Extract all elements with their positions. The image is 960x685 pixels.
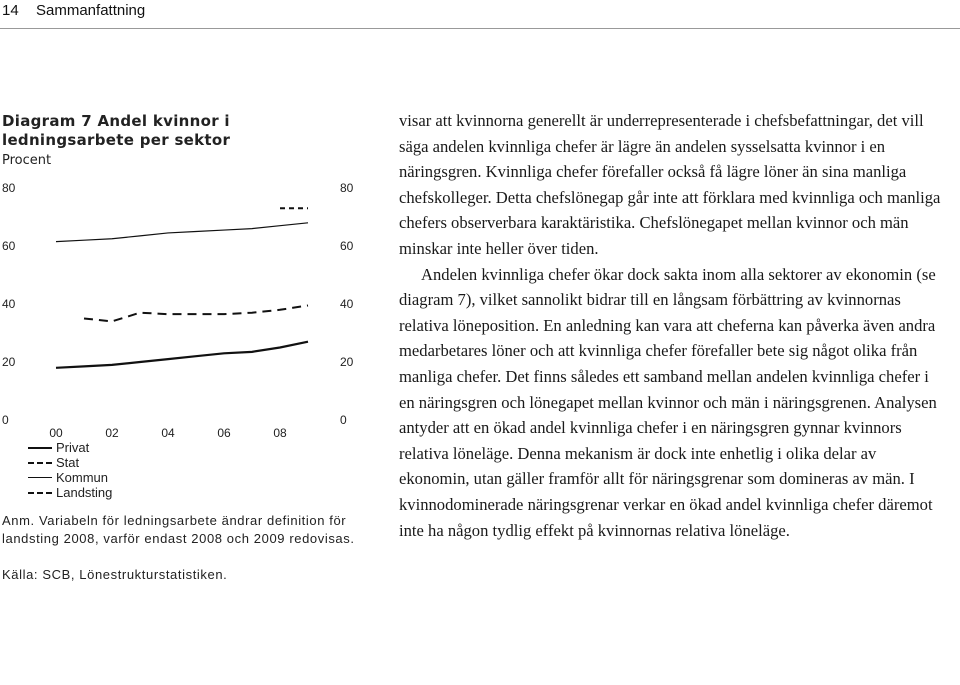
x-tick-label: 02	[105, 426, 119, 440]
y-tick-label-left: 0	[2, 413, 9, 427]
figure-source: Källa: SCB, Lönestrukturstatistiken.	[2, 567, 228, 582]
page-number: 14	[2, 2, 19, 19]
x-tick-label: 04	[161, 426, 175, 440]
header-divider	[0, 28, 960, 29]
x-tick-label: 00	[49, 426, 63, 440]
y-tick-label-left: 80	[2, 181, 16, 195]
body-text	[399, 108, 944, 543]
figure-note: Anm. Variabeln för ledningsarbete ändrar definition för landsting 2008, varför endast 2008 och 2009 redovisas.	[2, 513, 355, 546]
legend-swatch-privat	[28, 447, 52, 449]
chart-legend	[28, 440, 228, 500]
figure-title: Diagram 7 Andel kvinnor i ledningsarbete per sektor	[2, 112, 231, 149]
x-tick-label: 06	[217, 426, 231, 440]
legend-label-landsting: Landsting	[56, 485, 113, 500]
body-paragraph-2: Andelen kvinnliga chefer ökar dock sakta inom alla sektorer av ekonomin (se diagram 7), vilket sannolikt bidrar till en långsam förbättring av kvinnornas relativa löneposition. En anledning kan vara att cheferna kan påverka även andra medarbetares löner och att kvinnliga chefer förefaller bete sig något olika från manliga chefer. Det finns således ett samband mellan andelen kvinnliga chefer i en näringsgren och lönegapet mellan kvinnor och män i näringsgrenen. Analysen antyder att en ökad andel kvinnliga chefer i en näringsgren gynnar kvinnors relativa löneläge. Denna mekanism är dock inte enhetlig i olika delar av ekonomin, utan gäller framför allt för näringsgrenar som domineras av män. I kvinnodominerade näringsgrenar verkar en ökad andel kvinnliga chefer däremot inte ha någon tydlig effekt på kvinnornas relativa löneläge.	[399, 264, 937, 540]
legend-item-privat	[28, 440, 228, 455]
y-tick-label-right: 60	[340, 239, 354, 253]
legend-swatch-stat	[28, 462, 52, 464]
x-tick-label: 08	[273, 426, 287, 440]
y-tick-label-right: 0	[340, 413, 347, 427]
legend-item-stat	[28, 455, 228, 470]
y-tick-label-left: 60	[2, 239, 16, 253]
legend-item-kommun	[28, 470, 228, 485]
y-tick-label-right: 20	[340, 355, 354, 369]
y-tick-label-left: 40	[2, 297, 16, 311]
legend-label-kommun: Kommun	[56, 470, 109, 485]
y-tick-label-right: 40	[340, 297, 354, 311]
series-line-kommun	[56, 223, 308, 242]
section-title: Sammanfattning	[36, 2, 146, 19]
legend-swatch-kommun	[28, 477, 52, 478]
figure-unit-label: Procent	[2, 153, 52, 168]
legend-item-landsting	[28, 485, 228, 500]
y-tick-label-right: 80	[340, 181, 354, 195]
page-header	[0, 0, 960, 24]
y-tick-label-left: 20	[2, 355, 16, 369]
line-chart	[0, 170, 370, 440]
series-line-privat	[56, 342, 308, 368]
legend-swatch-landsting	[28, 492, 52, 494]
legend-label-stat: Stat	[56, 455, 80, 470]
legend-label-privat: Privat	[56, 440, 90, 455]
body-paragraph-1: visar att kvinnorna generellt är underrepresenterade i chefsbefattningar, det vill säga andelen kvinnliga chefer är lägre än andelen sysselsatta kvinnor i en näringsgren. Kvinnliga chefer förefaller också få lägre löner än sina manliga chefskolleger. Detta chefslönegap går inte att förklara med kvinnliga och manliga chefers observerbara karaktäristika. Chefslönegapet mellan kvinnor och män minskar inte heller över tiden.	[399, 111, 941, 258]
series-line-stat	[84, 305, 308, 321]
